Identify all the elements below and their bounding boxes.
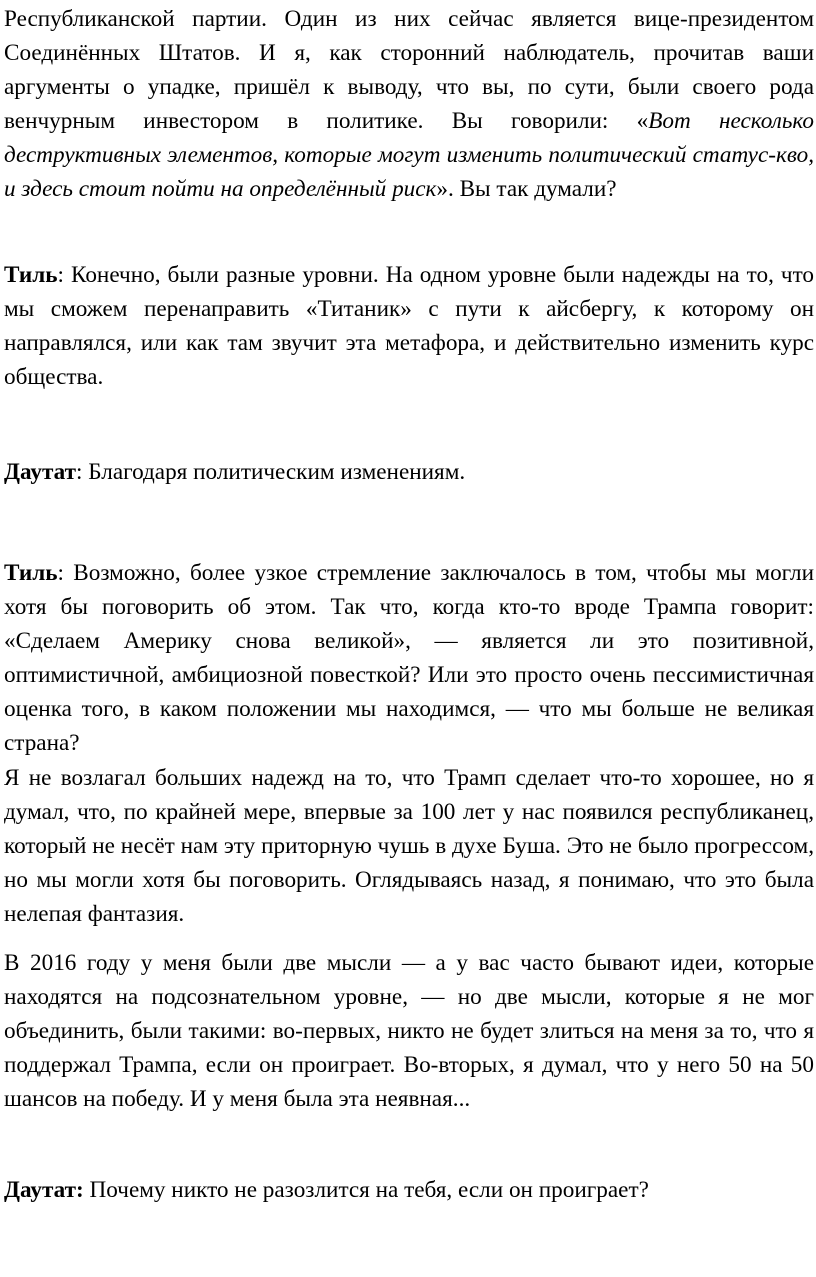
paragraph-text: : Конечно, были разные уровни. На одном уровне были надежды на то, что мы сможем перенаправить «Титаник» с пути к айсбергу, к которому он направлялся, или как там звучит эта метафора, и действительно изменить курс общества. (4, 262, 814, 390)
paragraph-text: Республиканской партии. Один из них сейчас является вице-президентом Соединённых Штатов. И я, как сторонний наблюдатель, прочитав ваши аргументы о упадке, пришёл к выводу, что вы, по сути, были своего рода венчурным инвестором в политике. Вы говорили: « (4, 6, 814, 134)
speaker-name: Тиль (4, 560, 58, 586)
speaker-name: Даутат (4, 459, 77, 485)
paragraph-douthat-1 (4, 455, 814, 489)
paragraph-text: : Благодаря политическим изменениям. (76, 459, 466, 485)
paragraph-text: Я не возлагал больших надежд на то, что Трамп сделает что-то хорошее, но я думал, что, по крайней мере, впервые за 100 лет у нас появился республиканец, который не несёт нам эту приторную чушь в духе Буша. Это не было прогрессом, но мы могли хотя бы поговорить. Оглядываясь назад, я понимаю, что это была нелепая фантазия. (4, 765, 814, 927)
quote-italic: Вот несколько деструктивных элементов, которые могут изменить политический статус-кво, и здесь стоит пойти на определённый риск (4, 108, 814, 202)
paragraph-text: : Возможно, более узкое стремление заключалось в том, чтобы мы могли хотя бы поговорить об этом. Так что, когда кто-то вроде Трампа говорит: «Сделаем Америку снова великой», — является ли это позитивной, оптимистичной, амбициозной повесткой? Или это просто очень пессимистичная оценка того, в каком положении мы находимся, — что мы больше не великая страна? (4, 560, 814, 756)
paragraph-text: В 2016 году у меня были две мысли — а у вас часто бывают идеи, которые находятся на подсознательном уровне, — но две мысли, которые я не мог объединить, были такими: во-первых, никто не будет злиться на меня за то, что я поддержал Трампа, если он проиграет. Во-вторых, я думал, что у него 50 на 50 шансов на победу. И у меня была эта неявная... (4, 950, 814, 1112)
paragraph-continuation-1 (4, 761, 814, 931)
paragraph-douthat-2 (4, 1173, 814, 1207)
paragraph-text: ». Вы так думали? (436, 176, 617, 202)
paragraph-text: Почему никто не разозлится на тебя, если он проиграет? (83, 1177, 649, 1203)
paragraph-intro (4, 2, 814, 206)
speaker-name: Даутат: (4, 1177, 84, 1203)
paragraph-continuation-2 (4, 946, 814, 1116)
paragraph-thiel-2 (4, 556, 814, 760)
paragraph-thiel-1 (4, 258, 814, 394)
speaker-name: Тиль (4, 262, 58, 288)
